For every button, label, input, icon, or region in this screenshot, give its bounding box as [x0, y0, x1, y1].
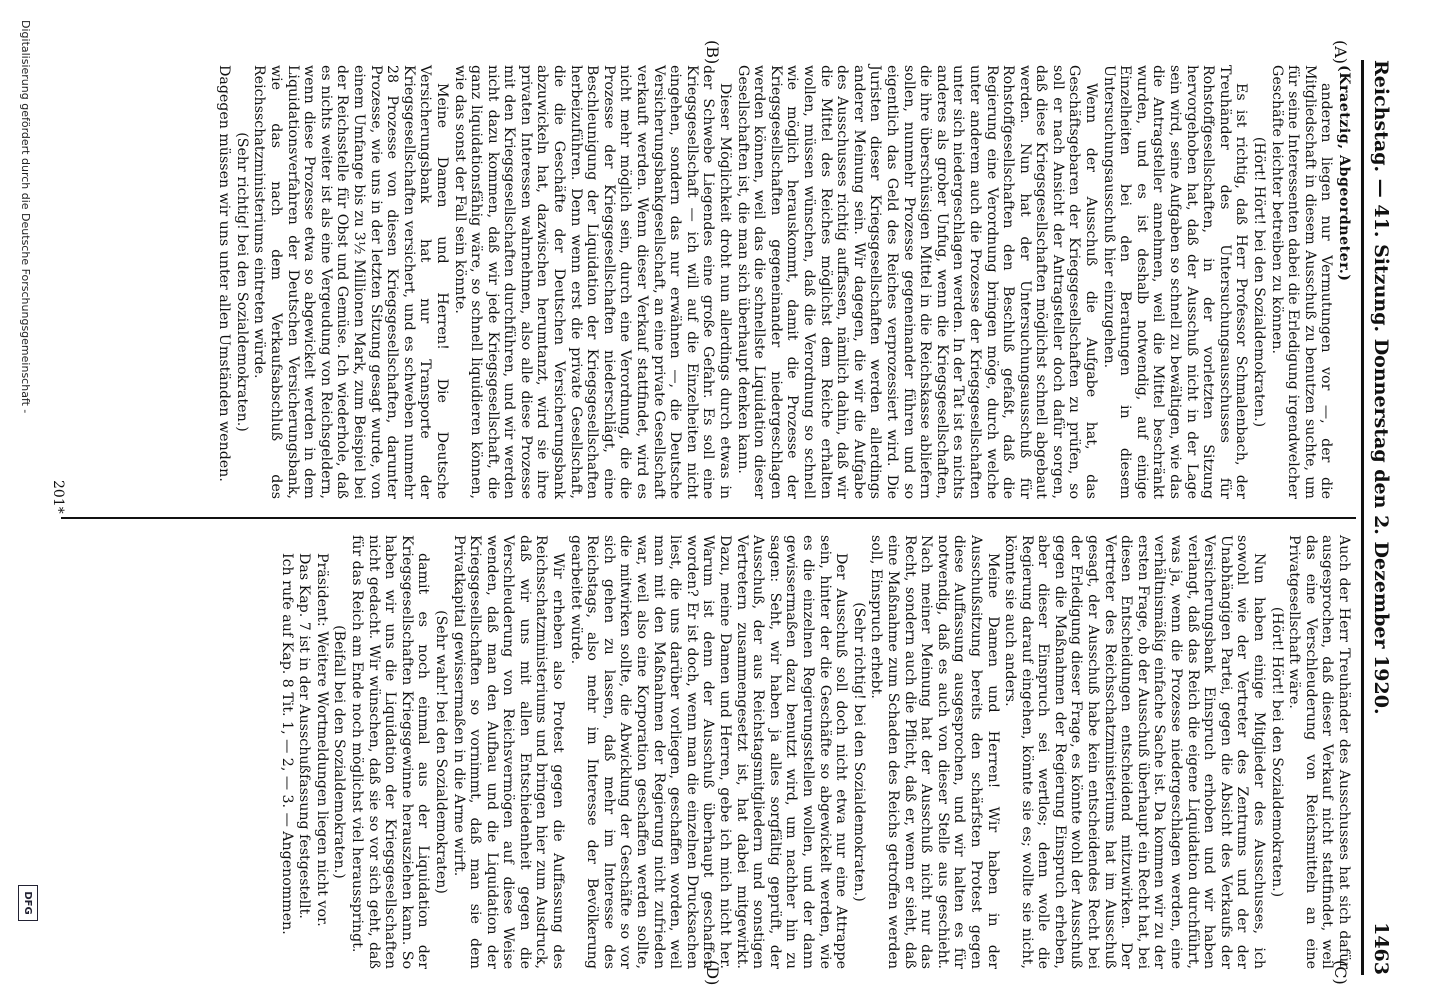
header-page-number: 1463 — [1370, 922, 1392, 975]
interjection: (Beifall bei den Sozialdemokraten.) — [331, 625, 348, 879]
paragraph: damit es noch einmal aus der Liquidation der Kriegsgesellschaften Kriegsgewinne herausziehen kann. So haben wir uns die Liquidation der Kriegsgesellschaften nicht gedacht. Wir wünschen, daß sie so vor sich geht, daß für das Reich am Ende noch möglichst viel herausspringt. — [348, 535, 432, 969]
margin-mark-c: (C) — [1331, 960, 1350, 985]
paragraph: Dieser Möglichkeit droht nun allerdings durch etwas in der Schwebe Liegendes eine große Gefahr. Es soll eine Kriegsgesellschaft — ich will auf die Einzelheiten nicht eingehen, sondern das nur erwähnen —, die Deutsche Versicherungsbankgesellschaft, an eine private Gesellschaft verkauft werden. Wenn dieser Verkauf stattfindet, wird es nicht mehr möglich sein, durch eine Verordnung, die die Prozesse der Kriegsgesellschaften niederschlägt, eine Beschleunigung der Liquidation der Kriegsgesellschaften herbeizuführen. Denn wenn erst die private Gesellschaft, die die Geschäfte der Deutschen Versicherungsbank abzuwickeln hat, dazwischen herumtanzt, wird sie ihre privaten Interessen wahrnehmen, also alle diese Prozesse mit den Kriegsgesellschaften durchführen, und wir werden nicht dazu kommen, daß wir jede Kriegsgesellschaft, die ganz liquidationsfähig wäre, so schnell liquidieren können, wie das sonst der Fall sein könnte. — [451, 65, 734, 499]
page-header — [1362, 60, 1392, 975]
margin-mark-a: (A) — [1331, 40, 1350, 65]
paragraph: anderen liegen nur Vermutungen vor —, der die Mitgliedschaft in diesem Ausschuß zu benutzen suchte, um für seine Interessenten dabei die Erledigung irgendwelcher Geschäfte leichter betreiben zu können. — [1268, 65, 1335, 499]
column-divider — [61, 517, 1356, 519]
paragraph: Wenn der Ausschuß die Aufgabe hat, das Geschäftsgebaren der Kriegsgesellschaften zu prüfen, so soll er nach Ansicht der Antragsteller doch dafür sorgen, daß diese Kriegsgesellschaften möglichst schnell abgebaut werden. Nun hat der Untersuchungsausschuß für Rohstoffgesellschaften den Beschluß gefaßt, daß die Regierung eine Verordnung bringen möge, durch welche unter anderem auch die Prozesse der Kriegsgesellschaften unter sich niedergeschlagen werden. In der Tat ist es nichts anderes als grober Unfug, wenn die Kriegsgesellschaften, die ihre überschüssigen Mittel in die Reichskasse abliefern sollen, nunmehr Prozesse gegeneinander führen und so eigentlich das Geld des Reiches verprozessiert wird. Die Juristen dieser Kriegsgesellschaften werden allerdings anderer Meinung sein. Wir dagegen, die wir die Aufgabe des Ausschusses richtig auffassen, nämlich dahin, daß wir die Mittel des Reiches möglichst dem Reiche erhalten wollen, müssen wünschen, daß die Verordnung so schnell wie möglich herauskommt, damit die Prozesse der Kriegsgesellschaften gegeneinander niedergeschlagen werden können, weil das die schnellste Liquidation dieser Gesellschaften ist, die man sich überhaupt denken kann. — [734, 65, 1100, 499]
header-rule — [1361, 60, 1364, 975]
interjection: (Hört! Hört! bei den Sozialdemokraten.) — [1268, 606, 1285, 898]
paragraph: Ich rufe auf Kap. 8 Tit. 1, — 2, — 3. — Angenommen. — [278, 553, 295, 935]
paragraph: Meine Damen und Herren! Die Deutsche Versicherungsbank hat nur Transporte der Kriegsgesellschaften versichert, und es schweben nunmehr 28 Prozesse von diesen Kriegsgesellschaften, darunter Prozesse, wie uns in der letzten Sitzung gesagt wurde, von einem Umfange bis zu 3½ Millionen Mark, zum Beispiel bei der Reichsstelle für Obst und Gemüse. Ich wiederhole, daß es nichts weiter ist als eine Vergeudung von Reichsgeldern, wenn diese Prozesse etwa so abgewickelt werden in dem Liquidationsverfahren der Deutschen Versicherungsbank, wie das nach dem Verkaufsabschluß des Reichsschatzministeriums eintreten würde. — [251, 65, 450, 499]
paragraph: Nun haben einige Mitglieder des Ausschusses, ich sowohl wie der Vertreter des Zentrums und der der Unabhängigen Partei, gegen die Absicht des Verkaufs der Versicherungsbank Einspruch erhoben und wir haben verlangt, daß das Reich die eigene Liquidation durchführt, was ja, wenn die Prozesse niedergeschlagen werden, eine verhältnismäßig einfache Sache ist. Da kommen wir zu der ersten Frage, ob der Ausschuß überhaupt ein Recht hat, bei diesen Entscheidungen entscheidend mitzuwirken. Der Vertreter des Reichsschatzministeriums hat im Ausschuß gesagt, der Ausschuß habe kein entscheidendes Recht bei der Erledigung dieser Frage, es könnte wohl der Ausschuß gegen die Maßnahmen der Regierung Einspruch erheben, aber dieser Einspruch sei wertlos; denn wolle die Regierung darauf eingehen, könnte sie es; wollte sie nicht, könnte sie auch anders. — [1002, 535, 1268, 969]
paragraph: Es ist richtig, daß Herr Professor Schmalenbach, der Treuhänder des Untersuchungsausschusses für Rohstoffgesellschaften, in der vorletzten Sitzung hervorgehoben hat, daß der Ausschuß nicht in der Lage sein wird, seine Aufgaben so schnell zu bewältigen, wie das die Antragsteller annehmen, weil die Mittel beschränkt wurden, und es ist deshalb notwendig, auf einige Einzelheiten bei den Beratungen in diesem Untersuchungsausschuß hier einzugehen. — [1100, 65, 1250, 499]
paragraph: Das Kap. 7 ist in der Ausschußfassung festgestellt. — [296, 553, 313, 919]
paragraph: Wir erheben also Protest gegen die Auffassung des Reichsschatzministeriums und bringen hier zum Ausdruck, daß wir uns mit allen Entschiedenheit gegen die Verschleuderung von Reichsvermögen auf diese Weise wenden, daß man den Aufbau und die Liquidation der Kriegsgesellschaften so vornimmt, daß man sie dem Privatkapital gewissermaßen in die Arme wirft. — [450, 535, 567, 969]
interjection: (Hört! Hört! bei den Sozialdemokraten.) — [1251, 136, 1268, 428]
paragraph: Der Ausschuß soll doch nicht etwa nur eine Attrappe sein, hinter der die Geschäfte so abgewickelt werden, wie es die einzelnen Regierungsstellen wollen, und der dann gewissermaßen dazu benutzt wird, um nachher hin zu sagen: Seht, wir haben ja alles sorgfältig geprüft, der Ausschuß, der aus Reichstagsmitgliedern und sonstigen Vertretern zusammengesetzt ist, hat dabei mitgewirkt. Dazu, meine Damen und Herren, gebe ich mich nicht her. Warum ist denn der Ausschuß überhaupt geschaffen worden? Er ist doch, wenn man die einzelnen Drucksachen liest, die uns darüber vorliegen, geschaffen worden, weil man mit den Maßnahmen der Regierung nicht zufrieden war, weil also eine Korporation geschaffen werden sollte, die mitwirken sollte, die Abwicklung der Geschäfte so vor sich gehen zu lassen, daß mehr im Interesse des Reichstags, also mehr im Interesse der Bevölkerung gearbeitet würde. — [567, 535, 850, 969]
interjection: (Sehr richtig! bei den Sozialdemokraten.) — [850, 602, 867, 902]
margin-mark-d: (D) — [703, 960, 722, 986]
paragraph: Auch der Herr Treuhänder des Ausschusses hat sich dafür ausgesprochen, daß dieser Verkauf nicht stattfindet, weil das eine Verschleuderung von Reichsmitteln an eine Privatgesellschaft wäre. — [1286, 535, 1352, 969]
speaker-label — [1335, 65, 1352, 499]
text-column-left — [215, 65, 1352, 499]
interjection: (Sehr richtig! bei den Sozialdemokraten.) — [233, 132, 250, 432]
digitization-note: Digitalisierung gefördert durch die Deutsche Forschungsgemeinschaft - — [19, 20, 32, 414]
interjection: (Sehr wahr! bei den Sozialdemokraten) — [432, 610, 449, 894]
margin-mark-b: (B) — [703, 40, 722, 65]
speaker-name: (Kraetzig, Abgeordneter.) — [1336, 65, 1352, 282]
page-marker: 201* — [50, 480, 66, 514]
paragraph: Dagegen müssen wir uns unter allen Umständen wenden. — [216, 65, 233, 482]
header-title: Reichstag. — 41. Sitzung. Donnerstag den 2. Dezember 1920. — [1370, 60, 1392, 715]
paragraph: Meine Damen und Herren! Wir haben in der Ausschußsitzung bereits den schärfsten Protest gegen diese Auffassung ausgesprochen, und wir halten es für notwendig, daß es auch von dieser Stelle aus geschieht. Nach meiner Meinung hat der Ausschuß nicht nur das Recht, sondern auch die Pflicht, daß er, wenn er sieht, daß eine Maßnahme zum Schaden des Reichs getroffen werden soll, Einspruch erhebt. — [868, 535, 1001, 969]
president-statement: Präsident: Weitere Wortmeldungen liegen nicht vor. — [313, 553, 330, 927]
dfg-logo: DFG — [18, 885, 38, 921]
text-column-right — [277, 535, 1352, 969]
